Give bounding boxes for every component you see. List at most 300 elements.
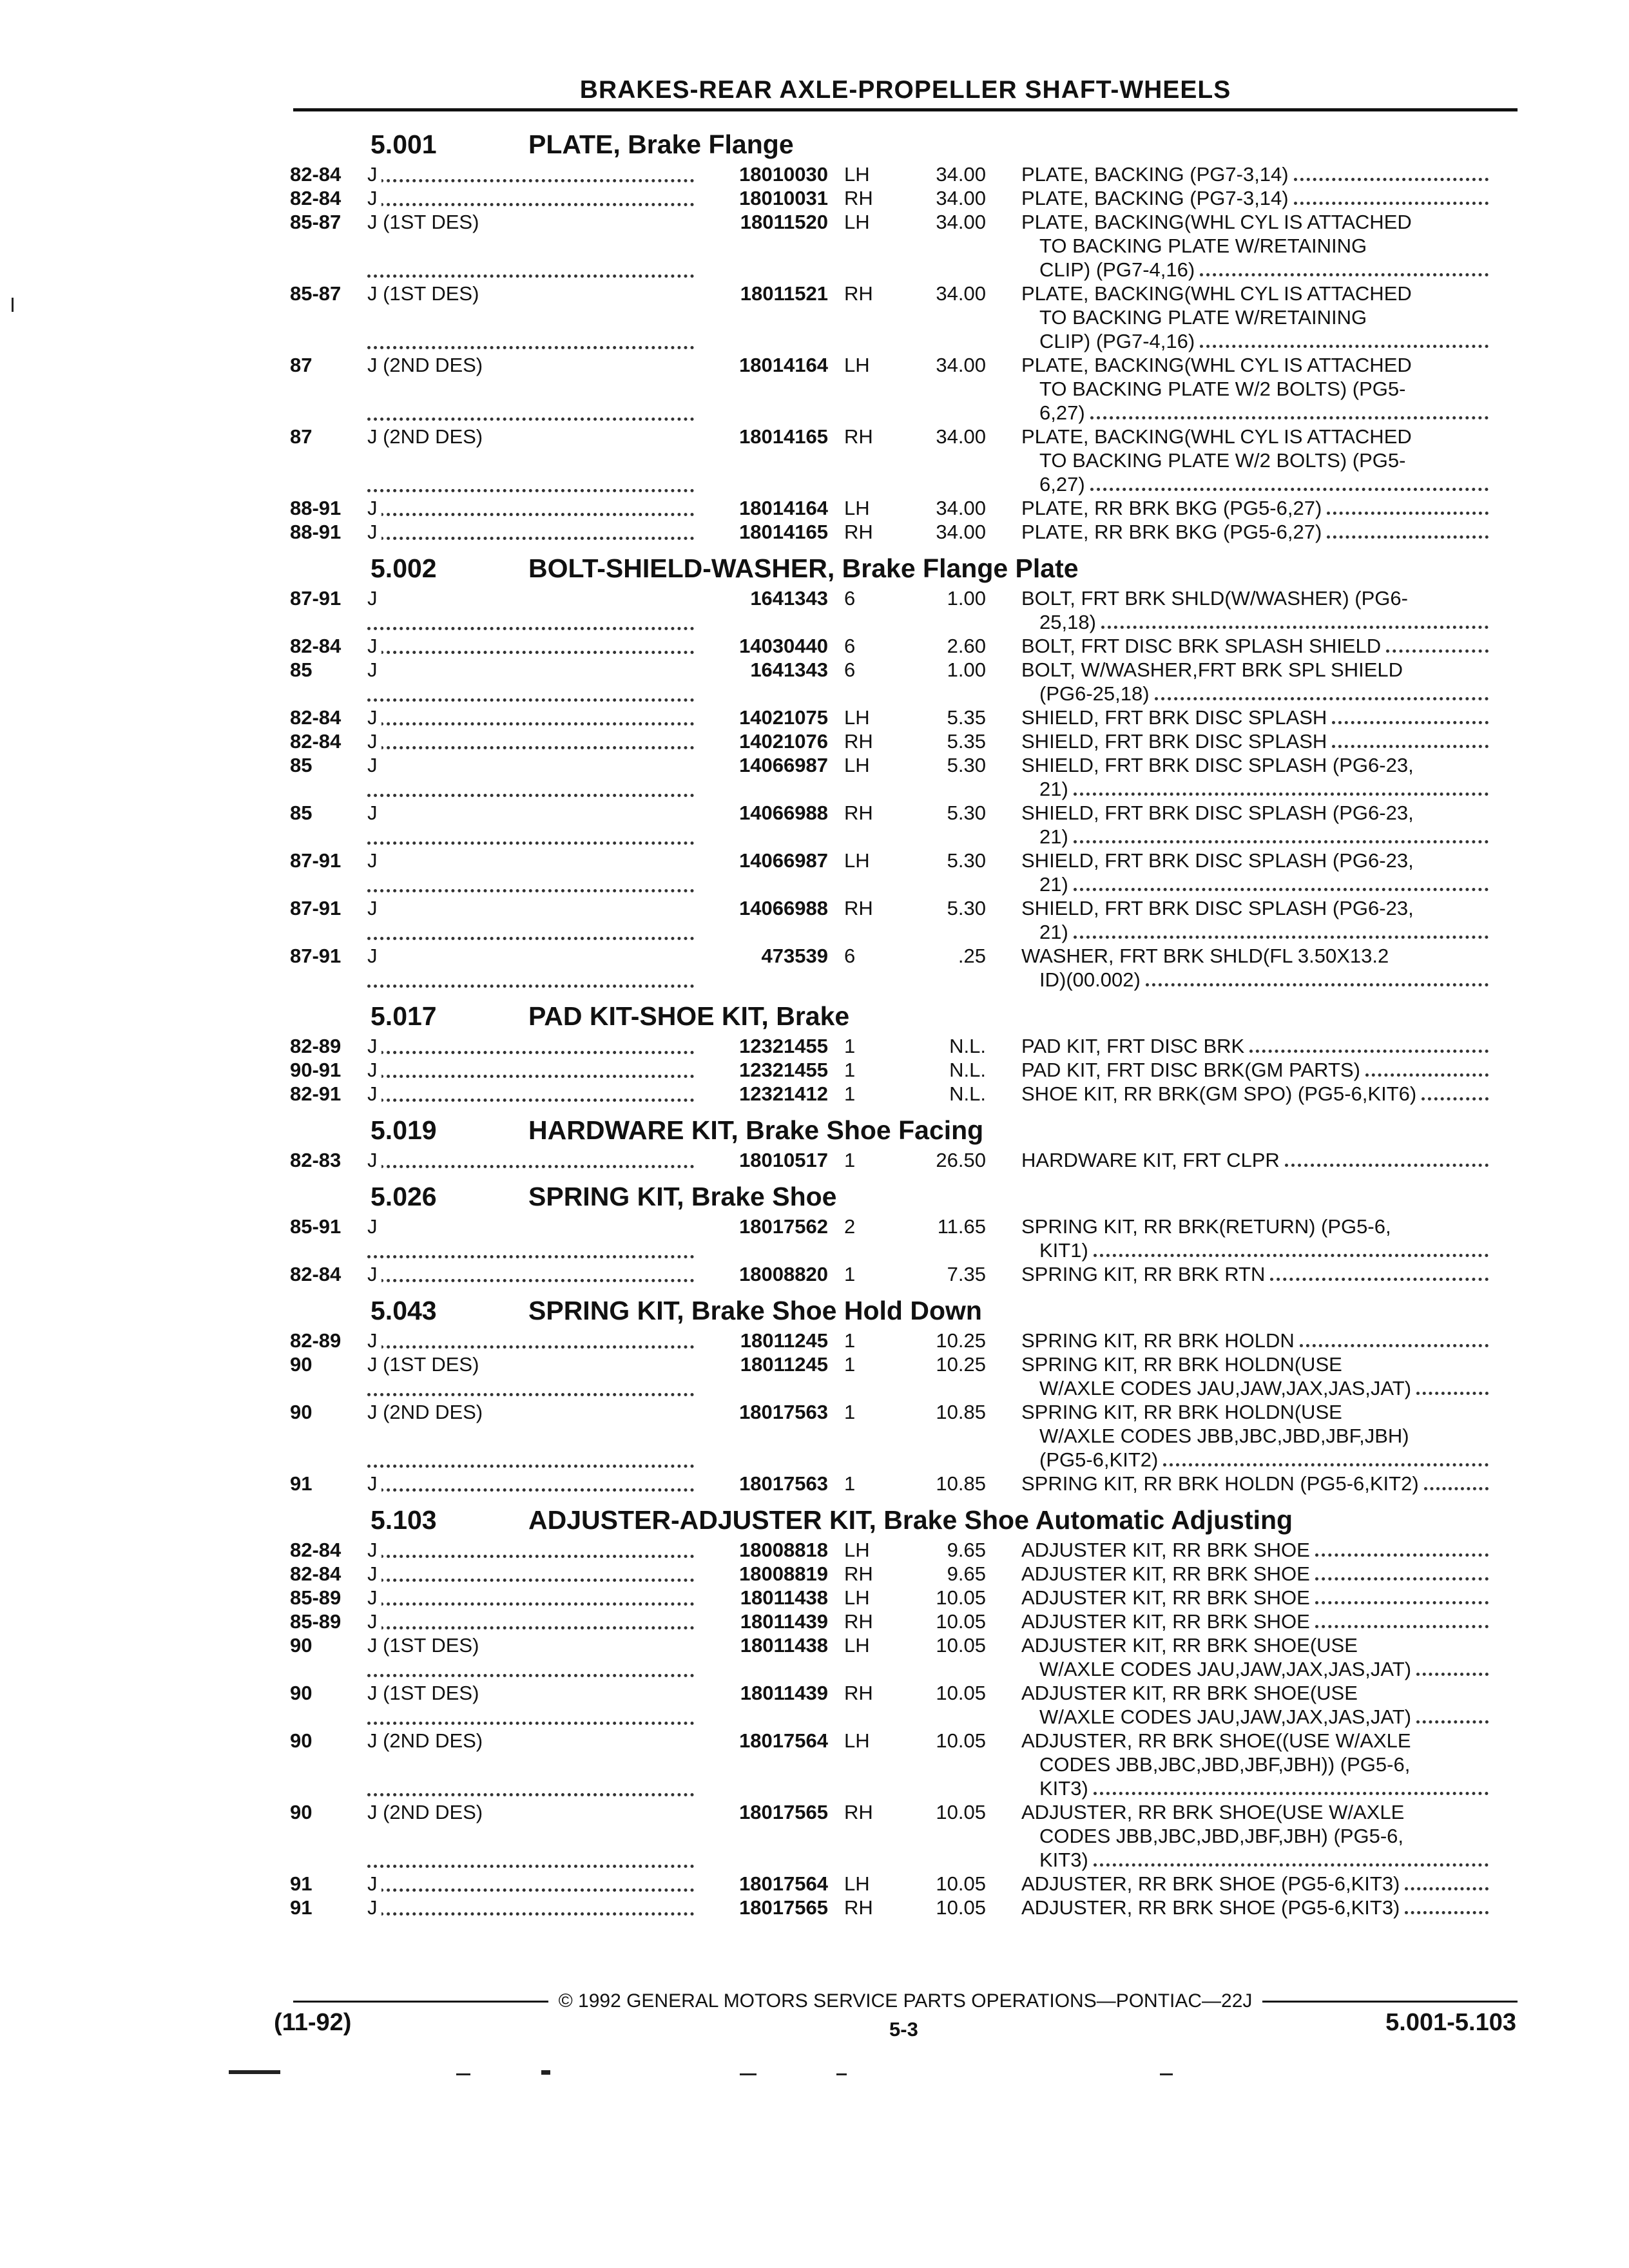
scan-mark	[229, 2070, 280, 2074]
description-text: TO BACKING PLATE W/RETAINING	[1039, 235, 1367, 257]
price: 10.05	[936, 1634, 986, 1657]
description-line	[1021, 1753, 1489, 1776]
description-line	[1021, 1824, 1489, 1848]
description-line	[1021, 448, 1489, 472]
dot-leader	[1200, 258, 1489, 276]
section-title: SPRING KIT, Brake Shoe	[528, 1182, 837, 1211]
part-number: 14021076	[739, 730, 828, 753]
dot-leader	[1332, 729, 1489, 748]
description	[1021, 1896, 1489, 1919]
part-number: 18017564	[739, 1729, 828, 1752]
section-heading	[290, 1286, 1521, 1329]
description	[1021, 801, 1489, 849]
model-code-text: J (2ND DES)	[367, 1729, 487, 1752]
description-text: KIT3)	[1039, 1849, 1088, 1871]
description	[1021, 353, 1489, 425]
description	[1021, 1034, 1489, 1058]
description	[1021, 1215, 1489, 1262]
dot-leader	[367, 937, 694, 940]
description-line	[1021, 1215, 1489, 1238]
model-code	[367, 944, 699, 992]
model-code	[367, 1681, 699, 1729]
description	[1021, 634, 1489, 658]
model-years: 82-84	[290, 1539, 342, 1561]
description-line	[1021, 1472, 1489, 1495]
part-number: 18011245	[740, 1329, 828, 1352]
description-line	[1021, 186, 1489, 210]
description	[1021, 1472, 1489, 1495]
description-text: BOLT, W/WASHER,FRT BRK SPL SHIELD	[1021, 658, 1403, 681]
price: 10.05	[936, 1896, 986, 1919]
quantity: 1	[844, 1035, 856, 1057]
part-row	[290, 849, 1521, 896]
quantity: LH	[844, 1634, 870, 1657]
model-years: 85-89	[290, 1610, 342, 1633]
dot-leader	[1146, 968, 1489, 986]
dot-leader	[367, 841, 694, 845]
model-code-text: J	[367, 1149, 381, 1171]
section-number: 5.103	[371, 1505, 437, 1535]
price: N.L.	[949, 1035, 986, 1057]
model-years: 82-84	[290, 730, 342, 753]
description-line	[1021, 1896, 1489, 1919]
description-text: SHIELD, FRT BRK DISC SPLASH (PG6-23,	[1021, 802, 1414, 824]
dot-leader	[1094, 1848, 1489, 1867]
description	[1021, 586, 1489, 634]
description-line	[1021, 1729, 1489, 1753]
model-code	[367, 1034, 699, 1058]
footer-rule-right	[1262, 2001, 1518, 2003]
part-row	[290, 1562, 1521, 1586]
price: 10.05	[936, 1872, 986, 1895]
model-code	[367, 210, 699, 282]
model-code	[367, 282, 699, 353]
part-row	[290, 1329, 1521, 1352]
description	[1021, 520, 1489, 544]
description	[1021, 706, 1489, 729]
section-number: 5.017	[371, 1001, 437, 1031]
part-row	[290, 425, 1521, 496]
price: 34.00	[936, 282, 986, 305]
description-line	[1021, 305, 1489, 329]
model-code-text: J	[367, 187, 381, 209]
model-code-text: J (2ND DES)	[367, 1801, 487, 1823]
description-line	[1021, 1148, 1489, 1172]
price: 2.60	[947, 635, 986, 657]
part-number: 18014165	[739, 425, 828, 448]
description-text: PLATE, BACKING(WHL CYL IS ATTACHED	[1021, 354, 1412, 376]
description-text: PAD KIT, FRT DISC BRK	[1021, 1035, 1245, 1057]
price: 34.00	[936, 211, 986, 233]
price: 5.30	[947, 754, 986, 776]
quantity: 6	[844, 635, 856, 657]
quantity: 1	[844, 1059, 856, 1081]
description-line	[1021, 586, 1489, 610]
section-number: 5.001	[371, 130, 437, 159]
model-years: 90	[290, 1682, 313, 1704]
quantity: RH	[844, 730, 873, 753]
description-text: W/AXLE CODES JAU,JAW,JAX,JAS,JAT)	[1039, 1658, 1412, 1680]
description-line	[1021, 1872, 1489, 1896]
dot-leader	[1249, 1034, 1489, 1053]
price: 9.65	[947, 1539, 986, 1561]
description	[1021, 1681, 1489, 1729]
quantity: RH	[844, 1801, 873, 1823]
part-number: 18014164	[739, 354, 828, 376]
part-row	[290, 706, 1521, 729]
dot-leader	[1294, 162, 1489, 181]
description-line	[1021, 1681, 1489, 1705]
price: 10.05	[936, 1682, 986, 1704]
dot-leader	[367, 1674, 694, 1677]
part-row	[290, 1538, 1521, 1562]
price: 5.35	[947, 730, 986, 753]
dot-leader	[367, 513, 694, 516]
part-row	[290, 1610, 1521, 1633]
description	[1021, 849, 1489, 896]
dot-leader	[367, 1602, 694, 1606]
part-row	[290, 1633, 1521, 1681]
description-text: SPRING KIT, RR BRK HOLDN (PG5-6,KIT2)	[1021, 1472, 1419, 1495]
quantity: 1	[844, 1149, 856, 1171]
section-number: 5.019	[371, 1115, 437, 1145]
price: 34.00	[936, 187, 986, 209]
description-text: PLATE, BACKING(WHL CYL IS ATTACHED	[1021, 282, 1412, 305]
description	[1021, 1148, 1489, 1172]
dot-leader	[367, 274, 694, 278]
price: 9.65	[947, 1562, 986, 1585]
quantity: RH	[844, 1896, 873, 1919]
description-line	[1021, 1238, 1489, 1262]
description-line	[1021, 353, 1489, 377]
dot-leader	[1155, 682, 1489, 700]
page-title: BRAKES-REAR AXLE-PROPELLER SHAFT-WHEELS	[579, 76, 1231, 104]
model-years: 82-84	[290, 635, 342, 657]
part-number: 18014165	[739, 521, 828, 543]
description-text: ADJUSTER, RR BRK SHOE (PG5-6,KIT3)	[1021, 1896, 1400, 1919]
quantity: RH	[844, 521, 873, 543]
model-code	[367, 849, 699, 896]
description-text: CODES JBB,JBC,JBD,JBF,JBH) (PG5-6,	[1039, 1825, 1403, 1847]
price: 34.00	[936, 497, 986, 519]
model-code-text: J	[367, 521, 381, 543]
description-line	[1021, 496, 1489, 520]
price: .25	[958, 945, 986, 967]
footer-line	[293, 1990, 1518, 2012]
model-code-text: J	[367, 1872, 381, 1895]
model-years: 90	[290, 1634, 313, 1657]
part-row	[290, 753, 1521, 801]
dot-leader	[1315, 1562, 1489, 1581]
price: 5.30	[947, 802, 986, 824]
description	[1021, 1058, 1489, 1082]
part-number: 12321412	[739, 1082, 828, 1105]
dot-leader	[1416, 1376, 1489, 1395]
description	[1021, 162, 1489, 186]
model-years: 82-89	[290, 1329, 342, 1352]
model-code	[367, 753, 699, 801]
part-number: 18017564	[739, 1872, 828, 1895]
description-line	[1021, 377, 1489, 401]
model-code-text: J	[367, 1215, 381, 1238]
description-line	[1021, 944, 1489, 968]
dot-leader	[1294, 186, 1489, 205]
description-line	[1021, 1610, 1489, 1633]
part-number: 18008820	[739, 1263, 828, 1285]
description-text: KIT3)	[1039, 1777, 1088, 1800]
part-row	[290, 210, 1521, 282]
description-text: SPRING KIT, RR BRK(RETURN) (PG5-6,	[1021, 1215, 1391, 1238]
dot-leader	[1300, 1329, 1489, 1347]
description-text: ADJUSTER KIT, RR BRK SHOE	[1021, 1610, 1310, 1633]
model-code	[367, 425, 699, 496]
quantity: LH	[844, 211, 870, 233]
model-years: 87	[290, 425, 313, 448]
part-number: 18011438	[740, 1586, 828, 1609]
dot-leader	[367, 489, 694, 492]
description-text: SHIELD, FRT BRK DISC SPLASH (PG6-23,	[1021, 897, 1414, 919]
description	[1021, 944, 1489, 992]
model-years: 90	[290, 1401, 313, 1423]
part-row	[290, 186, 1521, 210]
model-years: 90	[290, 1353, 313, 1376]
dot-leader	[367, 1488, 694, 1492]
model-years: 90	[290, 1729, 313, 1752]
part-row	[290, 520, 1521, 544]
description-line	[1021, 520, 1489, 544]
model-years: 82-84	[290, 1562, 342, 1585]
model-code-text: J	[367, 1610, 381, 1633]
model-code	[367, 520, 699, 544]
description-line	[1021, 682, 1489, 706]
dot-leader	[367, 1393, 694, 1396]
model-code	[367, 896, 699, 944]
description-text: WASHER, FRT BRK SHLD(FL 3.50X13.2	[1021, 945, 1389, 967]
model-code-text: J (1ST DES)	[367, 1682, 483, 1704]
dot-leader	[367, 651, 694, 654]
description	[1021, 282, 1489, 353]
part-number: 18010031	[739, 187, 828, 209]
quantity: LH	[844, 354, 870, 376]
part-row	[290, 1800, 1521, 1872]
scan-mark	[541, 2070, 550, 2075]
model-code-text: J	[367, 897, 381, 919]
description-line	[1021, 1705, 1489, 1729]
dot-leader	[1365, 1058, 1489, 1077]
model-code	[367, 658, 699, 706]
model-years: 82-91	[290, 1082, 342, 1105]
description-text: TO BACKING PLATE W/RETAINING	[1039, 306, 1367, 329]
model-code	[367, 1562, 699, 1586]
model-code-text: J (2ND DES)	[367, 425, 487, 448]
description-line	[1021, 920, 1489, 944]
part-row	[290, 1472, 1521, 1495]
dot-leader	[367, 179, 694, 182]
model-years: 90	[290, 1801, 313, 1823]
price: 10.85	[936, 1472, 986, 1495]
model-years: 85-87	[290, 282, 342, 305]
part-row	[290, 353, 1521, 425]
description-line	[1021, 1034, 1489, 1058]
part-number: 14030440	[739, 635, 828, 657]
model-code-text: J (1ST DES)	[367, 1353, 483, 1376]
model-years: 87	[290, 354, 313, 376]
quantity: LH	[844, 1586, 870, 1609]
dot-leader	[367, 346, 694, 349]
model-code	[367, 1262, 699, 1286]
model-code-text: J	[367, 1263, 381, 1285]
dot-leader	[1200, 329, 1489, 348]
model-code	[367, 1082, 699, 1106]
description-text: KIT1)	[1039, 1239, 1088, 1262]
quantity: 1	[844, 1263, 856, 1285]
model-code-text: J	[367, 658, 381, 681]
model-code	[367, 1896, 699, 1919]
description	[1021, 1729, 1489, 1800]
dot-leader	[1285, 1148, 1489, 1167]
scan-mark	[12, 298, 14, 312]
model-code	[367, 1352, 699, 1400]
part-number: 14066987	[739, 849, 828, 872]
quantity: RH	[844, 282, 873, 305]
price: N.L.	[949, 1059, 986, 1081]
price: 34.00	[936, 354, 986, 376]
description-text: SHIELD, FRT BRK DISC SPLASH (PG6-23,	[1021, 849, 1414, 872]
description-text: 21)	[1039, 873, 1068, 896]
dot-leader	[367, 722, 694, 726]
dot-leader	[1416, 1705, 1489, 1724]
model-years: 82-84	[290, 187, 342, 209]
quantity: LH	[844, 1729, 870, 1752]
description-text: CLIP) (PG7-4,16)	[1039, 330, 1195, 352]
quantity: LH	[844, 1539, 870, 1561]
description	[1021, 1586, 1489, 1610]
description-line	[1021, 1776, 1489, 1800]
dot-leader	[1074, 872, 1489, 891]
part-row	[290, 1034, 1521, 1058]
scan-mark	[740, 2073, 757, 2075]
revision-date: (11-92)	[274, 2009, 352, 2036]
model-code	[367, 1400, 699, 1472]
part-row	[290, 1400, 1521, 1472]
description-text: 6,27)	[1039, 473, 1085, 495]
quantity: 1	[844, 1472, 856, 1495]
dot-leader	[1405, 1872, 1489, 1890]
part-number: 18017563	[739, 1472, 828, 1495]
description-line	[1021, 1424, 1489, 1448]
description	[1021, 1872, 1489, 1896]
quantity: 6	[844, 587, 856, 610]
description-line	[1021, 1400, 1489, 1424]
part-number: 18011439	[740, 1682, 828, 1704]
model-code-text: J	[367, 730, 381, 753]
description-line	[1021, 872, 1489, 896]
description-line	[1021, 658, 1489, 682]
part-row	[290, 1729, 1521, 1800]
copyright-notice: © 1992 GENERAL MOTORS SERVICE PARTS OPERATIONS—PONTIAC—22J	[558, 1990, 1253, 2012]
price: 10.25	[936, 1353, 986, 1376]
section-title: PAD KIT-SHOE KIT, Brake	[528, 1001, 850, 1031]
quantity: 2	[844, 1215, 856, 1238]
model-code-text: J	[367, 587, 381, 610]
part-number: 18010030	[739, 163, 828, 186]
model-code	[367, 1633, 699, 1681]
part-row	[290, 1586, 1521, 1610]
dot-leader	[1315, 1610, 1489, 1628]
description-line	[1021, 801, 1489, 825]
model-code	[367, 1148, 699, 1172]
model-years: 91	[290, 1872, 313, 1895]
dot-leader	[1422, 1082, 1489, 1100]
part-row	[290, 896, 1521, 944]
part-number: 14021075	[739, 706, 828, 729]
description-line	[1021, 825, 1489, 849]
dot-leader	[1405, 1896, 1489, 1914]
description-line	[1021, 896, 1489, 920]
part-row	[290, 282, 1521, 353]
model-years: 90-91	[290, 1059, 342, 1081]
model-code	[367, 1215, 699, 1262]
model-code	[367, 162, 699, 186]
model-code-text: J	[367, 849, 381, 872]
section-title: BOLT-SHIELD-WASHER, Brake Flange Plate	[528, 553, 1079, 583]
dot-leader	[367, 1465, 694, 1468]
dot-leader	[367, 1579, 694, 1582]
dot-leader	[1163, 1448, 1489, 1466]
model-code-text: J	[367, 1562, 381, 1585]
dot-leader	[1416, 1657, 1489, 1676]
dot-leader	[1094, 1238, 1489, 1257]
description-line	[1021, 706, 1489, 729]
model-code	[367, 1800, 699, 1872]
model-years: 87-91	[290, 587, 342, 610]
price: 26.50	[936, 1149, 986, 1171]
quantity: LH	[844, 849, 870, 872]
model-code-text: J	[367, 706, 381, 729]
quantity: LH	[844, 706, 870, 729]
part-number: 18011245	[740, 1353, 828, 1376]
description-text: CODES JBB,JBC,JBD,JBF,JBH)) (PG5-6,	[1039, 1753, 1411, 1776]
part-row	[290, 586, 1521, 634]
description-line	[1021, 162, 1489, 186]
dot-leader	[367, 1722, 694, 1725]
description-text: (PG6-25,18)	[1039, 682, 1150, 705]
dot-leader	[367, 889, 694, 892]
description-text: ADJUSTER, RR BRK SHOE (PG5-6,KIT3)	[1021, 1872, 1400, 1895]
description-text: 21)	[1039, 921, 1068, 943]
quantity: RH	[844, 1682, 873, 1704]
dot-leader	[367, 1626, 694, 1629]
description-text: SHOE KIT, RR BRK(GM SPO) (PG5-6,KIT6)	[1021, 1082, 1417, 1105]
quantity: 1	[844, 1329, 856, 1352]
dot-leader	[1074, 825, 1489, 843]
description	[1021, 496, 1489, 520]
page-number: 5-3	[889, 2018, 918, 2041]
price: 5.30	[947, 849, 986, 872]
description-line	[1021, 729, 1489, 753]
quantity: RH	[844, 897, 873, 919]
model-years: 91	[290, 1472, 313, 1495]
description-line	[1021, 1376, 1489, 1400]
part-number: 18011439	[740, 1610, 828, 1633]
dot-leader	[367, 1099, 694, 1102]
model-code	[367, 186, 699, 210]
quantity: RH	[844, 802, 873, 824]
model-code-text: J	[367, 754, 381, 776]
quantity: 6	[844, 945, 856, 967]
model-code-text: J (1ST DES)	[367, 1634, 483, 1657]
section-range: 5.001-5.103	[1385, 2009, 1516, 2036]
